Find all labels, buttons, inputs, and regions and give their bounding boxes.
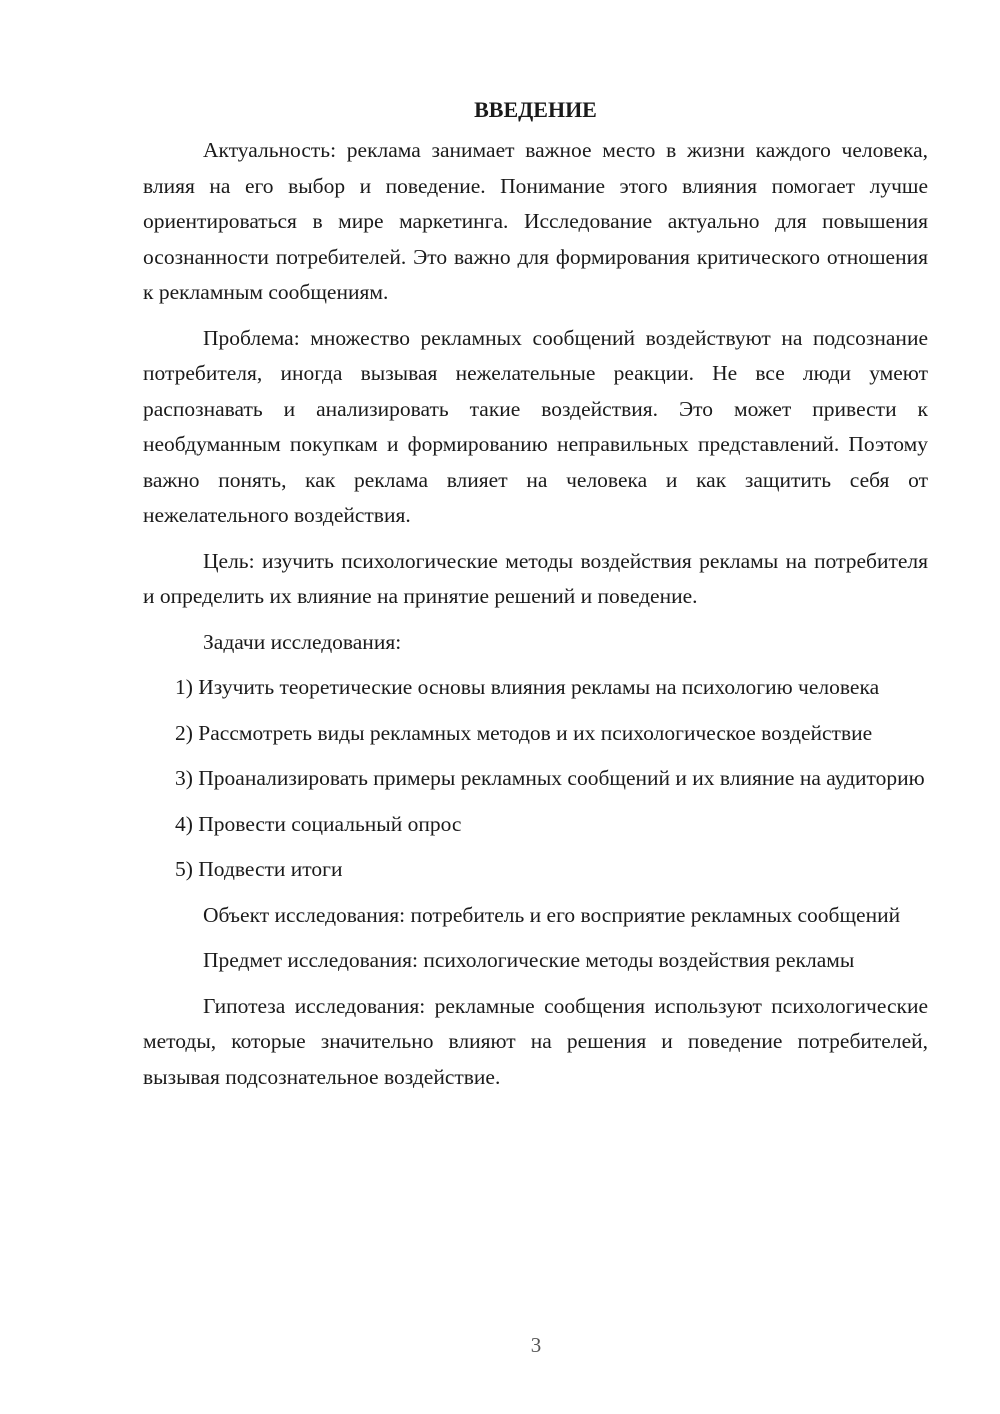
list-item-task-5: 5) Подвести итоги [175,857,343,881]
paragraph-relevance: Актуальность: реклама занимает важное место в жизни каждого человека, влияя на его выбор и поведение. Понимание этого влияния помогает лучше ориентироваться в мире маркетинга. Исследование актуально для повышения осознанности потребителей. Это важно для формирования критического отношения к рекламным сообщениям. [143,138,928,304]
list-item-task-2: 2) Рассмотреть виды рекламных методов и их психологическое воздействие [175,720,873,745]
paragraph-object: Объект исследования: потребитель и его восприятие рекламных сообщений [203,902,901,927]
document-page [143,92,928,1105]
list-item-task-1: 1) Изучить теоретические основы влияния рекламы на психологию человека [175,675,880,699]
tasks-heading: Задачи исследования: [203,629,402,654]
paragraph-goal: Цель: изучить психологические методы воздействия рекламы на потребителя и определить их влияние на принятие решений и поведение. [143,548,928,608]
paragraph-problem: Проблема: множество рекламных сообщений воздействуют на подсознание потребителя, иногда вызывая нежелательные реакции. Не все люди умеют распознавать и анализировать такие воздействия. Это может привести к необдуманным покупкам и формированию неправильных представлений. Поэтому важно понять, как реклама влияет на человека и как защитить себя от нежелательного воздействия. [143,325,928,527]
paragraph-hypothesis: Гипотеза исследования: рекламные сообщения используют психологические методы, которые значительно влияют на решения и поведение потребителей, вызывая подсознательное воздействие. [143,993,928,1089]
list-item-task-4: 4) Провести социальный опрос [175,811,462,836]
paragraph-subject: Предмет исследования: психологические методы воздействия рекламы [203,948,855,972]
list-item-task-3: 3) Проанализировать примеры рекламных сообщений и их влияние на аудиторию [175,766,925,790]
page-title: ВВЕДЕНИЕ [474,97,597,122]
page-number: 3 [530,1333,542,1357]
